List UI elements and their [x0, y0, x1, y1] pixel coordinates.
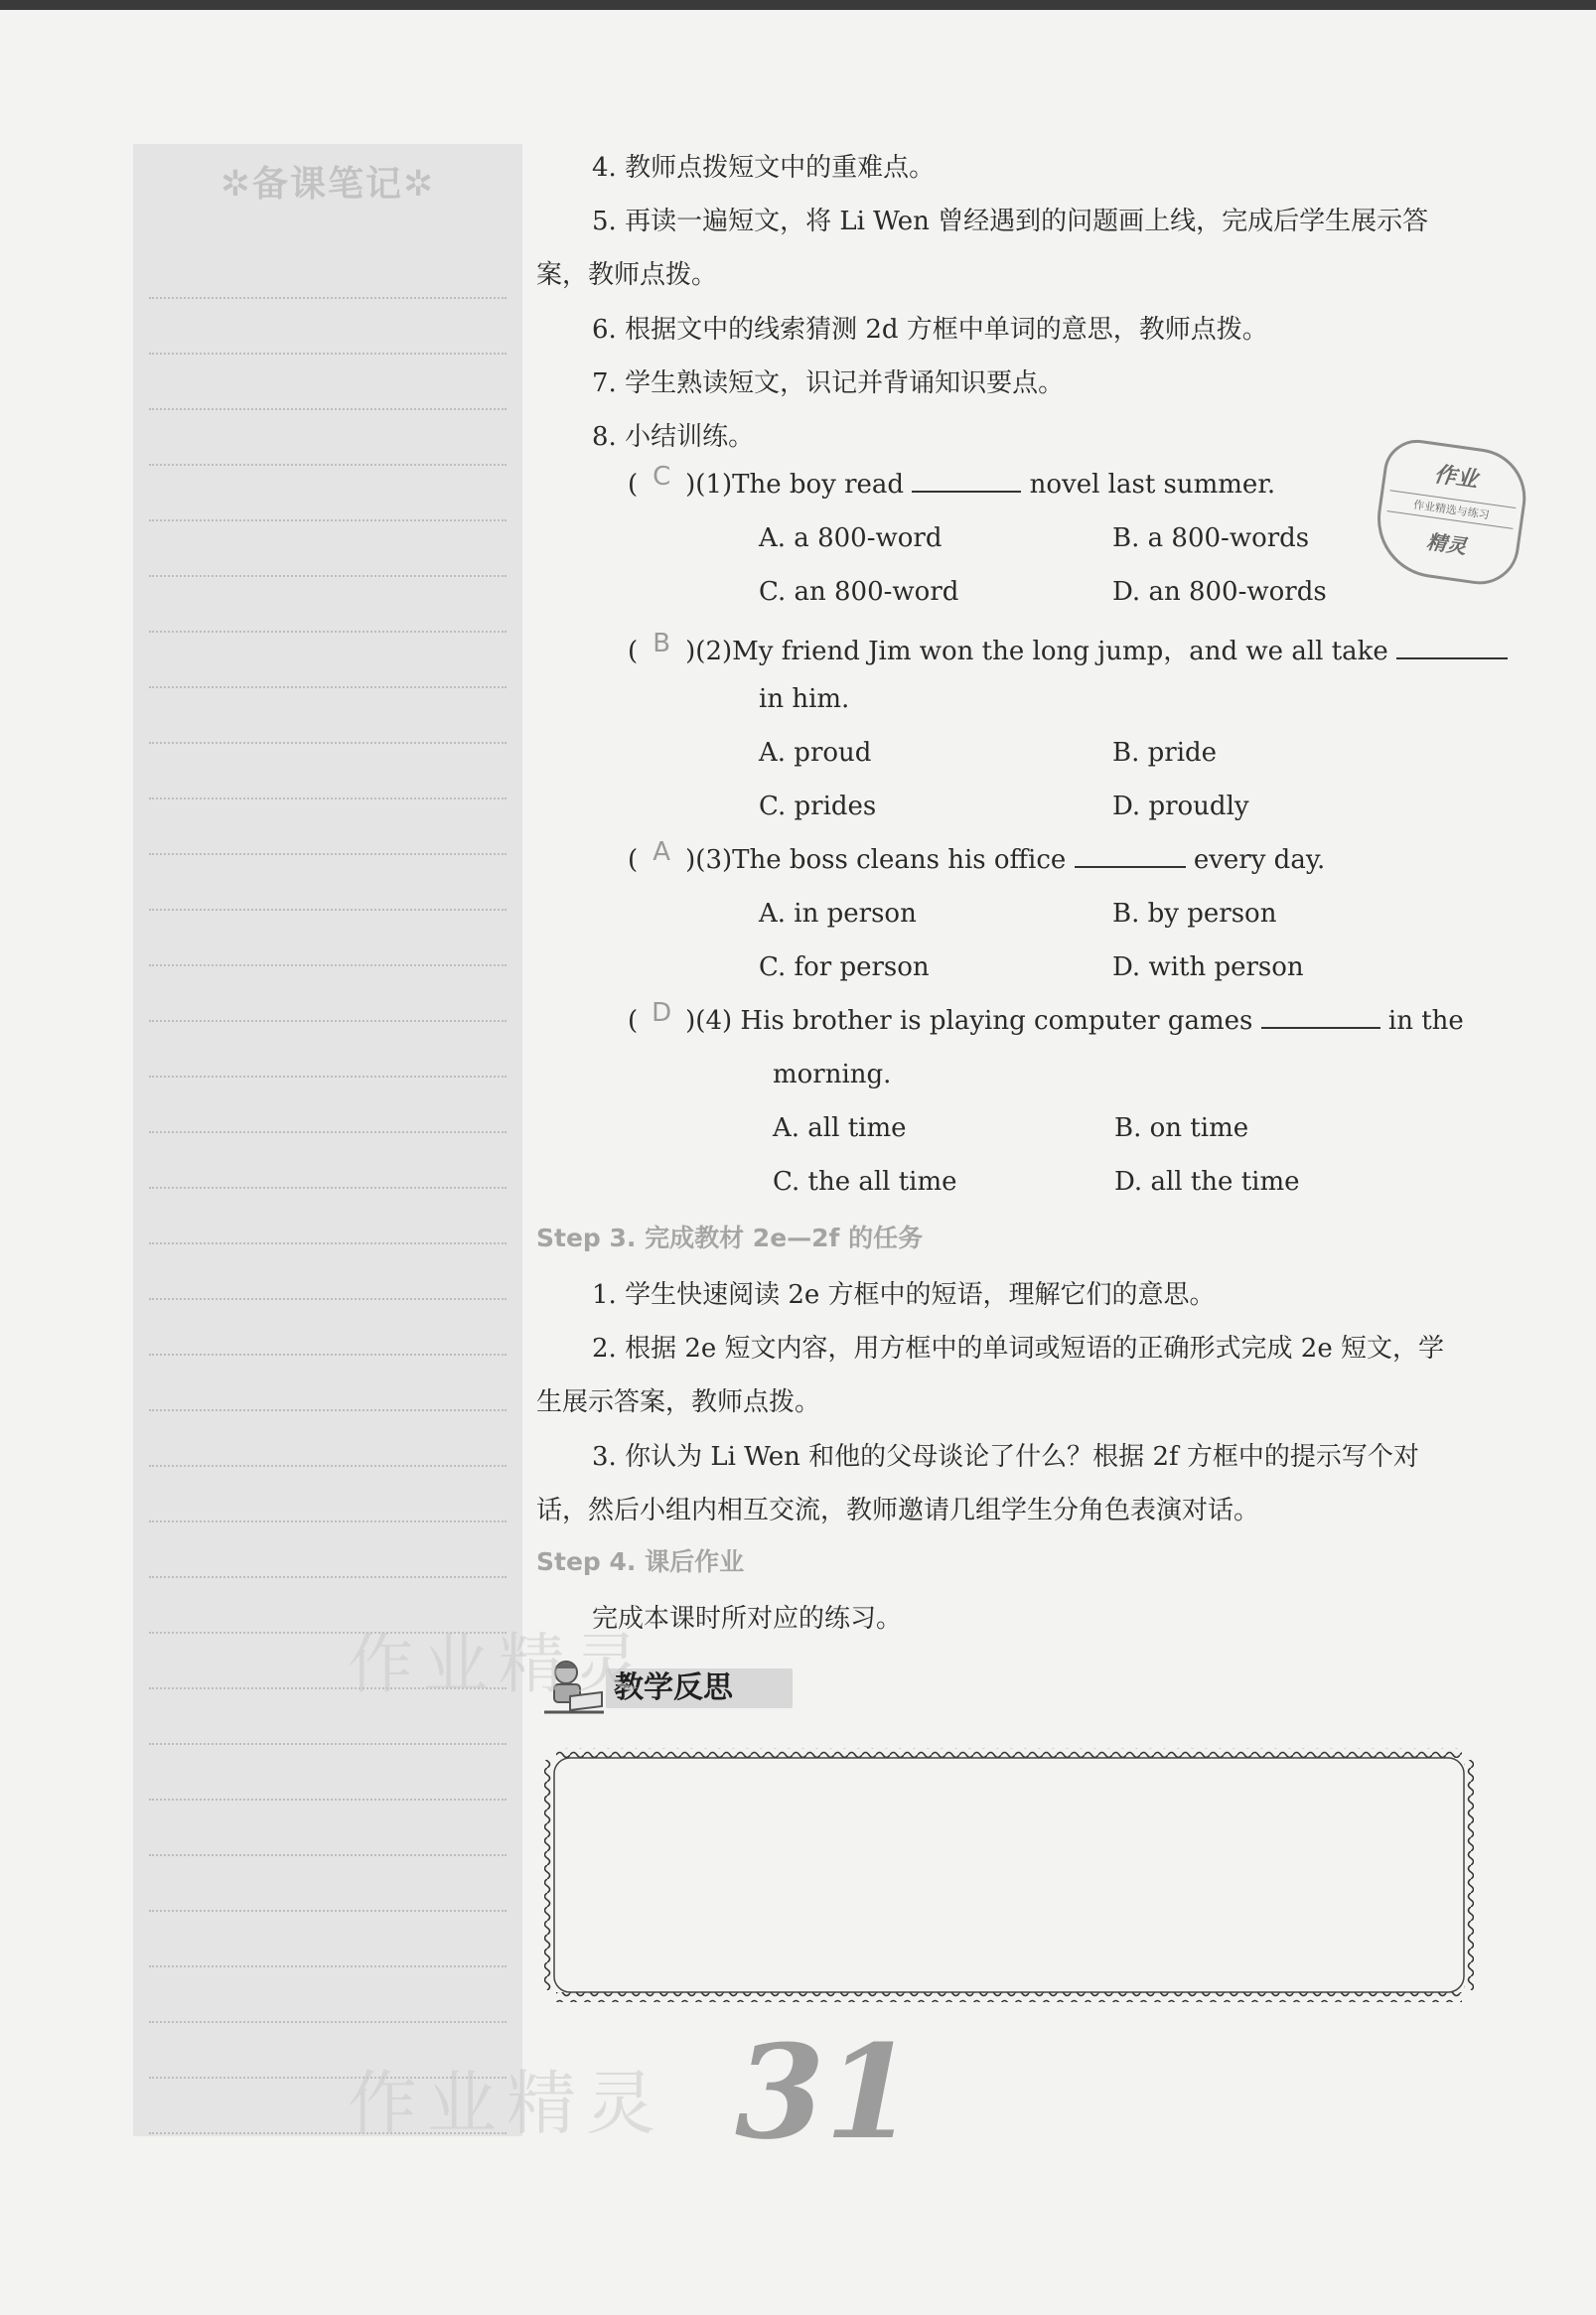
- option-d: D. all the time: [1114, 1167, 1300, 1197]
- note-line: [149, 1467, 507, 1522]
- item-6: 6. 根据文中的线索猜测 2d 方框中单词的意思，教师点拨。: [592, 315, 1268, 345]
- question-stem: )(2)My friend Jim won the long jump，and we all take: [685, 637, 1388, 666]
- item-5-cont: 案，教师点拨。: [536, 260, 718, 290]
- sidebar-title: ✲备课笔记✲: [219, 164, 436, 205]
- question-stem: )(4) His brother is playing computer games: [685, 1006, 1253, 1036]
- answer-mark: D: [652, 998, 672, 1028]
- step-4-item-1: 完成本课时所对应的练习。: [592, 1604, 903, 1634]
- note-line: [149, 1356, 507, 1411]
- question-stem-end: every day.: [1193, 845, 1326, 875]
- note-line: [149, 799, 507, 855]
- note-line: [149, 355, 507, 410]
- note-lines: [149, 243, 507, 2134]
- note-line: [149, 577, 507, 633]
- option-a: A. in person: [759, 899, 917, 929]
- question-2: ( B )(2)My friend Jim won the long jump，and we all take: [628, 631, 1508, 667]
- watermark: 作业精灵: [348, 2063, 665, 2144]
- note-line: [149, 1411, 507, 1467]
- answer-blank: [912, 490, 1021, 493]
- note-line: [149, 521, 507, 577]
- note-line: [149, 1078, 507, 1133]
- option-d: D. proudly: [1112, 792, 1249, 821]
- answer-mark: B: [653, 629, 671, 658]
- stamp-top-text: 作业: [1432, 462, 1480, 494]
- option-b: B. by person: [1112, 899, 1277, 929]
- note-line: [149, 1133, 507, 1189]
- lesson-notes-sidebar: [133, 144, 522, 2136]
- option-c: C. the all time: [773, 1167, 957, 1197]
- option-d: D. an 800-words: [1112, 577, 1327, 607]
- note-line: [149, 633, 507, 688]
- note-line: [149, 410, 507, 466]
- answer-blank: [1396, 656, 1508, 659]
- step-3-item-3: 3. 你认为 Li Wen 和他的父母谈论了什么？根据 2f 方框中的提示写个对: [592, 1442, 1419, 1472]
- note-line: [149, 1856, 507, 1912]
- question-3: ( A )(3)The boss cleans his office every day.: [628, 837, 1326, 875]
- note-line: [149, 744, 507, 799]
- note-line: [149, 1300, 507, 1356]
- homework-stamp: [1370, 436, 1532, 590]
- option-c: C. an 800-word: [759, 577, 959, 607]
- question-stem: )(3)The boss cleans his office: [685, 845, 1067, 875]
- question-1: ( C )(1)The boy read novel last summer.: [628, 462, 1276, 500]
- question-4-cont: morning.: [773, 1060, 892, 1089]
- watermark: 作业精灵: [348, 1626, 650, 1702]
- answer-mark: C: [653, 462, 671, 492]
- page-top-edge: [0, 0, 1596, 10]
- note-line: [149, 1189, 507, 1244]
- option-b: B. pride: [1112, 738, 1218, 768]
- question-stem: )(1)The boy read: [685, 470, 905, 500]
- note-line: [149, 1244, 507, 1300]
- step-4-heading: Step 4. 课后作业: [536, 1547, 745, 1576]
- question-stem-end: novel last summer.: [1029, 470, 1276, 500]
- step-3-item-2-cont: 生展示答案，教师点拨。: [536, 1387, 821, 1417]
- note-line: [149, 911, 507, 966]
- stamp-middle-text: 作业精选与练习: [1387, 490, 1517, 529]
- step-3-item-2: 2. 根据 2e 短文内容，用方框中的单词或短语的正确形式完成 2e 短文，学: [592, 1334, 1444, 1364]
- option-b: B. a 800-words: [1112, 523, 1310, 553]
- question-4: ( D )(4) His brother is playing computer games in the: [628, 998, 1464, 1036]
- note-line: [149, 1522, 507, 1578]
- option-a: A. a 800-word: [759, 523, 943, 553]
- option-c: C. for person: [759, 952, 930, 982]
- note-line: [149, 1022, 507, 1078]
- note-line: [149, 1967, 507, 2023]
- item-4: 4. 教师点拨短文中的重难点。: [592, 153, 936, 183]
- answer-mark: A: [653, 837, 671, 867]
- note-line: [149, 1912, 507, 1967]
- note-line: [149, 1745, 507, 1801]
- note-line: [149, 243, 507, 299]
- reflection-box: [542, 1740, 1476, 2010]
- item-5: 5. 再读一遍短文，将 Li Wen 曾经遇到的问题画上线，完成后学生展示答: [592, 207, 1429, 236]
- page-number: 31: [735, 2016, 915, 2168]
- note-line: [149, 688, 507, 744]
- note-line: [149, 855, 507, 911]
- note-line: [149, 466, 507, 521]
- answer-blank: [1261, 1026, 1380, 1029]
- question-2-cont: in him.: [759, 684, 850, 714]
- option-c: C. prides: [759, 792, 877, 821]
- step-3-item-1: 1. 学生快速阅读 2e 方框中的短语，理解它们的意思。: [592, 1280, 1216, 1310]
- option-a: A. proud: [759, 738, 872, 768]
- item-7: 7. 学生熟读短文，识记并背诵知识要点。: [592, 368, 1065, 398]
- reflection-label: 教学反思: [606, 1668, 793, 1708]
- option-a: A. all time: [773, 1113, 907, 1143]
- item-8: 8. 小结训练。: [592, 422, 755, 452]
- option-b: B. on time: [1114, 1113, 1249, 1143]
- note-line: [149, 1801, 507, 1856]
- answer-blank: [1075, 865, 1186, 868]
- note-line: [149, 299, 507, 355]
- step-3-item-3-cont: 话，然后小组内相互交流，教师邀请几组学生分角色表演对话。: [536, 1496, 1260, 1525]
- option-d: D. with person: [1112, 952, 1304, 982]
- stamp-bottom-text: 精灵: [1425, 529, 1469, 559]
- note-line: [149, 966, 507, 1022]
- question-stem-end: in the: [1387, 1006, 1464, 1036]
- step-3-heading: Step 3. 完成教材 2e—2f 的任务: [536, 1224, 924, 1252]
